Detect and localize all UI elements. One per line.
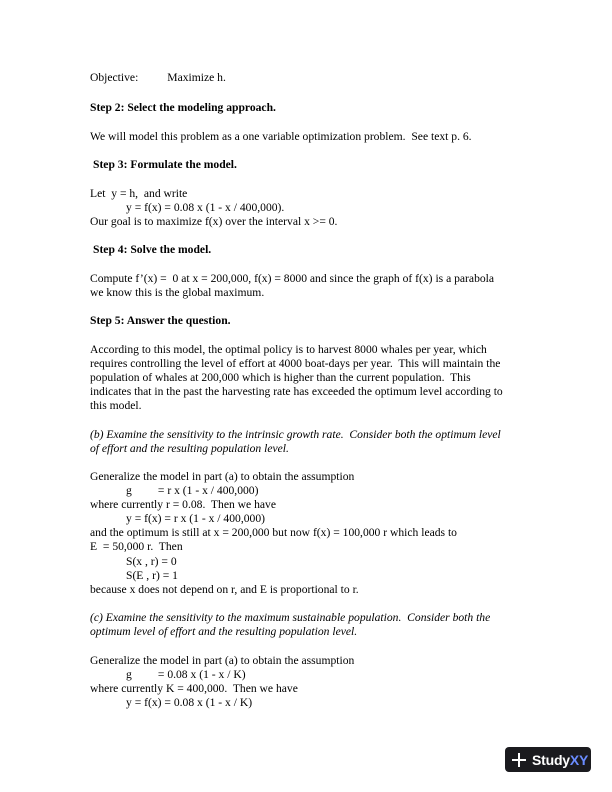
question-c-line: (c) Examine the sensitivity to the maximum sustainable population. Consider both the (90, 611, 491, 624)
paragraph-line: Generalize the model in part (a) to obtain the assumption (90, 654, 355, 667)
logo-text-study: Study (532, 751, 570, 768)
heading-step4: Step 4: Solve the model. (93, 243, 212, 256)
equation-line: S(x , r) = 0 (126, 555, 177, 568)
paragraph-line: where currently K = 400,000. Then we have (90, 682, 298, 695)
heading-step5: Step 5: Answer the question. (90, 314, 231, 327)
studyxy-logo-text (532, 753, 588, 767)
paragraph-line: According to this model, the optimal policy is to harvest 8000 whales per year, which (90, 343, 487, 356)
equation-line: g = r x (1 - x / 400,000) (126, 484, 259, 497)
paragraph-line: indicates that in the past the harvesting rate has exceeded the optimum level according to (90, 385, 503, 398)
question-c-line: optimum level of effort and the resulting population level. (90, 625, 358, 638)
paragraph-line: because x does not depend on r, and E is proportional to r. (90, 583, 359, 596)
paragraph-line: Compute f’(x) = 0 at x = 200,000, f(x) = 8000 and since the graph of f(x) is a parabola (90, 272, 495, 285)
paragraph-line: E = 50,000 r. Then (90, 540, 183, 553)
equation-line: S(E , r) = 1 (126, 569, 178, 582)
equation-line: y = f(x) = 0.08 x (1 - x / K) (126, 696, 253, 709)
paragraph-line: We will model this problem as a one variable optimization problem. See text p. 6. (90, 130, 472, 143)
question-b-line: (b) Examine the sensitivity to the intrinsic growth rate. Consider both the optimum level (90, 428, 501, 441)
equation-line: y = f(x) = r x (1 - x / 400,000) (126, 512, 265, 525)
logo-text-xy: XY (569, 751, 589, 768)
plus-logo-icon (512, 753, 526, 767)
heading-step3: Step 3: Formulate the model. (93, 158, 237, 171)
heading-step2: Step 2: Select the modeling approach. (90, 101, 276, 114)
paragraph-line: Let y = h, and write (90, 187, 188, 200)
paragraph-line: Our goal is to maximize f(x) over the interval x >= 0. (90, 215, 338, 228)
paragraph-line: and the optimum is still at x = 200,000 but now f(x) = 100,000 r which leads to (90, 526, 457, 539)
paragraph-line: where currently r = 0.08. Then we have (90, 498, 276, 511)
equation-line: g = 0.08 x (1 - x / K) (126, 668, 246, 681)
paragraph-line: we know this is the global maximum. (90, 286, 265, 299)
objective-line: Objective: Maximize h. (90, 71, 226, 84)
paragraph-line: requires controlling the level of effort at 4000 boat-days per year. This will maintain the (90, 357, 501, 370)
studyxy-watermark-badge[interactable] (505, 747, 591, 772)
equation-line: y = f(x) = 0.08 x (1 - x / 400,000). (126, 201, 285, 214)
question-b-line: of effort and the resulting population level. (90, 442, 289, 455)
paragraph-line: population of whales at 200,000 which is higher than the current population. This (90, 371, 471, 384)
paragraph-line: Generalize the model in part (a) to obtain the assumption (90, 470, 355, 483)
paragraph-line: this model. (90, 399, 142, 412)
